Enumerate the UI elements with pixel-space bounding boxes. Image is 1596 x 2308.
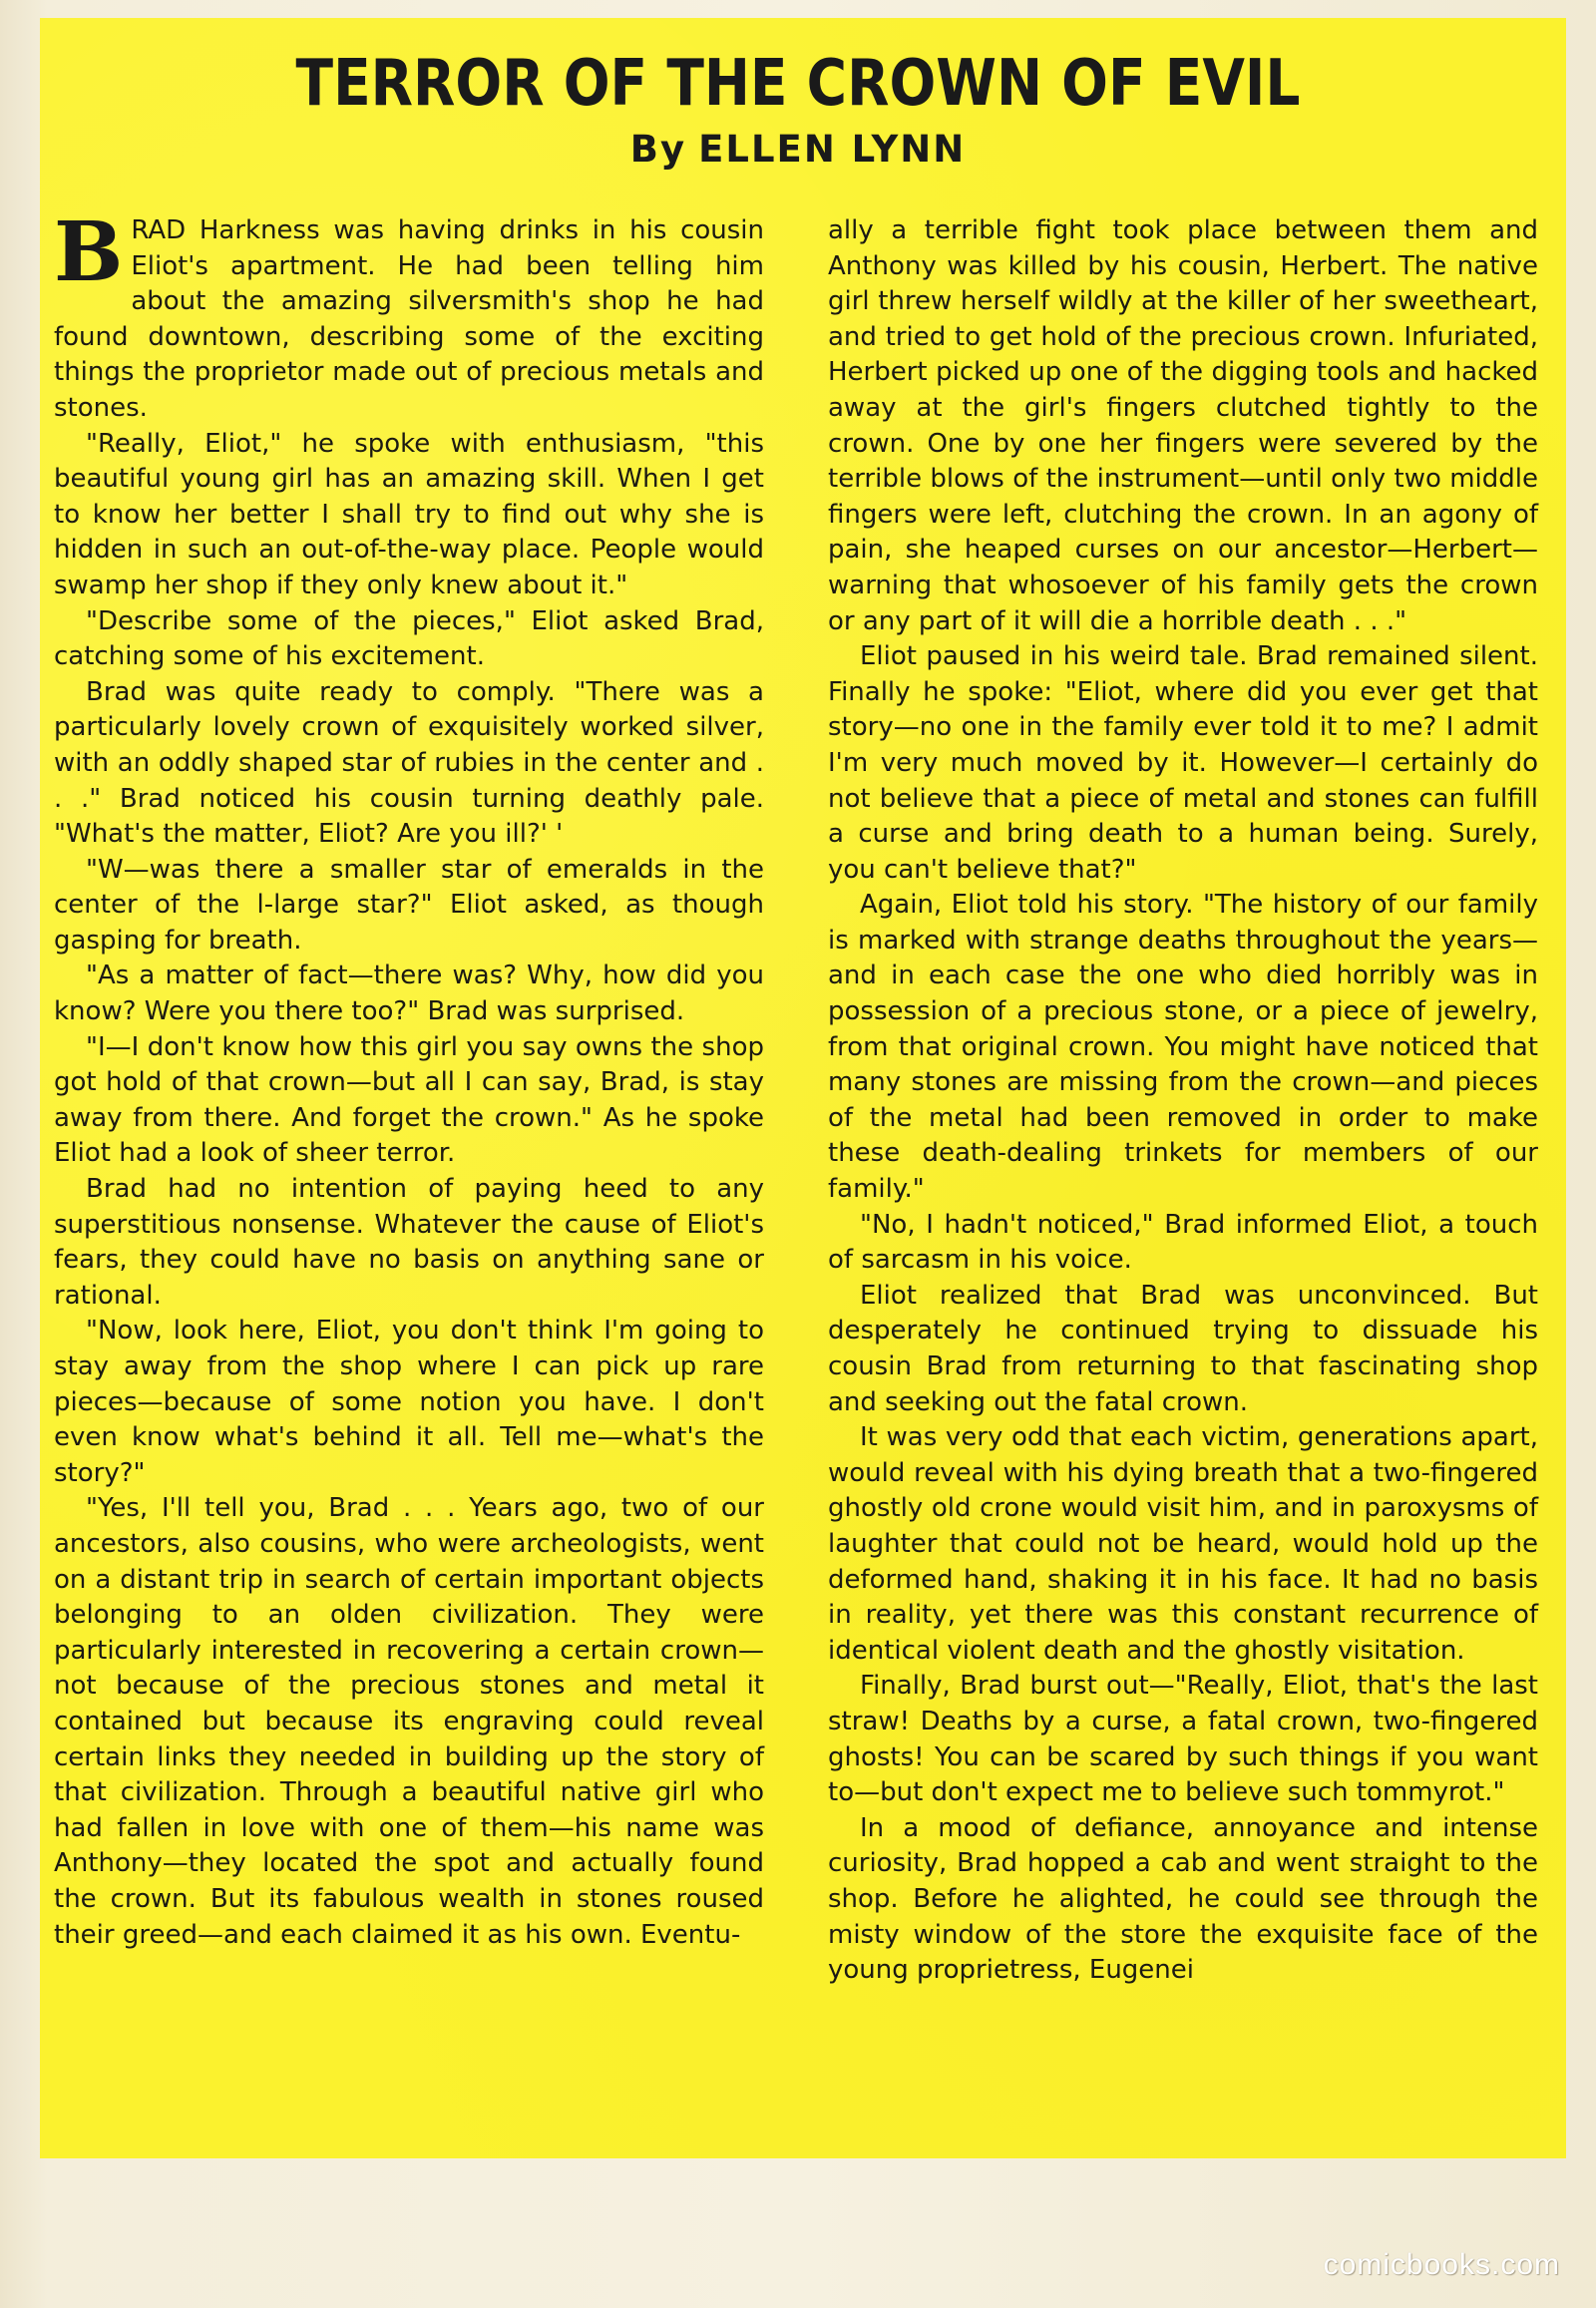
- byline: [0, 128, 1596, 171]
- byline-prefix: By: [629, 128, 687, 171]
- paragraph: It was very odd that each victim, generations apart, would reveal with his dying breath that a two-fingered ghostly old crone would visit him, and in paroxysms of laughter that could not be heard, would hold up the deformed hand, shaking it in his face. It had no basis in reality, yet there was this constant recurrence of identical violent death and the ghostly visitation.: [828, 1422, 1538, 1666]
- paragraph: [54, 204, 764, 427]
- watermark: comicbooks.com: [1323, 2248, 1560, 2281]
- paragraph: Brad had no intention of paying heed to any superstitious nonsense. Whatever the cause of Eliot's fears, they could have no basis on anything sane or rational.: [54, 1174, 764, 1311]
- paragraph: "I—I don't know how this girl you say owns the shop got hold of that crown—but all I can say, Brad, is stay away from there. And forget the crown." As he spoke Eliot had a look of sheer terror.: [54, 1031, 764, 1169]
- paragraph: "Now, look here, Eliot, you don't think I'm going to stay away from the shop where I can pick up rare pieces—because of some notion you have. I don't even know what's behind it all. Tell me—what's the story?": [54, 1316, 764, 1488]
- paragraph-text: RAD Harkness was having drinks in his cousin Eliot's apartment. He had been telling him about the amazing silversmith's shop he had found downtown, describing some of the exciting things the proprietor made out of precious metals and stones.: [54, 215, 764, 423]
- paragraph: "No, I hadn't noticed," Brad informed Eliot, a touch of sarcasm in his voice.: [828, 1209, 1538, 1276]
- paragraph: Again, Eliot told his story. "The history of our family is marked with strange deaths throughout the years—and in each case the one who died horribly was in possession of a precious stone, or a piece of jewelry, from that original crown. You might have noticed that many stones are missing from the crown—and pieces of the metal had been removed in order to make these death-dealing trinkets for members of our family.": [828, 890, 1538, 1205]
- paragraph: Finally, Brad burst out—"Really, Eliot, that's the last straw! Deaths by a curse, a fatal crown, two-fingered ghosts! You can be scared by such things if you want to—but don't expect me to believe such tommyrot.": [828, 1671, 1538, 1808]
- text-column-right: [828, 213, 1538, 1989]
- paragraph: In a mood of defiance, annoyance and intense curiosity, Brad hopped a cab and went straight to the shop. Before he alighted, he could see through the misty window of the store the exquisite face of the young proprietress, Eugenei: [828, 1812, 1538, 1986]
- author-name: ELLEN LYNN: [698, 128, 967, 171]
- paragraph: Eliot realized that Brad was unconvinced. But desperately he continued trying to dissuade his cousin Brad from returning to that fascinating shop and seeking out the fatal crown.: [828, 1280, 1538, 1417]
- paragraph: "Really, Eliot," he spoke with enthusiasm, "this beautiful young girl has an amazing skill. When I get to know her better I shall try to find out why she is hidden in such an out-of-the-way place. People would swamp her shop if they only knew about it.": [54, 428, 764, 600]
- paragraph: Eliot paused in his weird tale. Brad remained silent. Finally he spoke: "Eliot, where did you ever get that story—no one in the family ever told it to me? I admit I'm very much moved by it. However—I certainly do not believe that a piece of metal and stones can fulfill a curse and bring death to a human being. Surely, you can't believe that?": [828, 641, 1538, 885]
- story-title: TERROR OF THE CROWN OF EVIL: [295, 47, 1301, 121]
- paragraph: "Describe some of the pieces," Eliot asked Brad, catching some of his excitement.: [54, 605, 764, 672]
- paragraph: "As a matter of fact—there was? Why, how did you know? Were you there too?" Brad was surprised.: [54, 961, 764, 1027]
- paragraph: "Yes, I'll tell you, Brad . . . Years ago, two of our ancestors, also cousins, who were archeologists, went on a distant trip in search of certain important objects belonging to an olden civilization. They were particularly interested in recovering a certain crown—not because of the precious stones and metal it contained but because its engraving could reveal certain links they needed in building up the story of that civilization. Through a beautiful native girl who had fallen in love with one of them—his name was Anthony—they located the spot and actually found the crown. But its fabulous wealth in stones roused their greed—and each claimed it as his own. Eventu-: [54, 1493, 764, 1950]
- text-column-left: [54, 204, 764, 1953]
- paragraph: ally a terrible fight took place between them and Anthony was killed by his cousin, Herbert. The native girl threw herself wildly at the killer of her sweetheart, and tried to get hold of the precious crown. Infuriated, Herbert picked up one of the digging tools and hacked away at the girl's fingers clutched tightly to the crown. One by one her fingers were severed by the terrible blows of the instrument—until only two middle fingers were left, clutching the crown. In an agony of pain, she heaped curses on our ancestor—Herbert—warning that whosoever of his family gets the crown or any part of it will die a horrible death . . .": [828, 215, 1538, 636]
- paragraph: Brad was quite ready to comply. "There was a particularly lovely crown of exquisitely worked silver, with an oddly shaped star of rubies in the center and . . ." Brad noticed his cousin turning deathly pale. "What's the matter, Eliot? Are you ill?' ': [54, 676, 764, 850]
- paragraph: "W—was there a smaller star of emeralds in the center of the l-large star?" Eliot asked, as though gasping for breath.: [54, 854, 764, 956]
- drop-cap: B: [54, 204, 124, 300]
